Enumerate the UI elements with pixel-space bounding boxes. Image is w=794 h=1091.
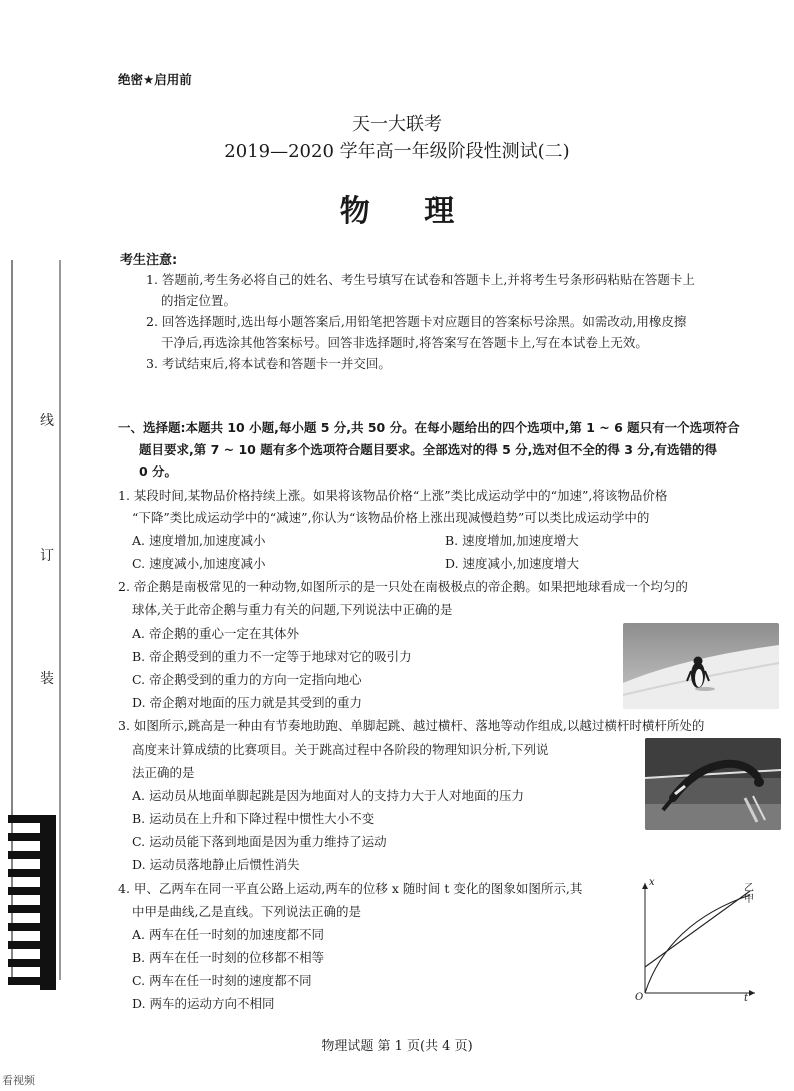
barcode-graphic bbox=[8, 815, 58, 990]
notice-line-5: 3. 考试结束后,将本试卷和答题卡一并交回。 bbox=[146, 356, 391, 371]
notice-line-1: 1. 答题前,考生务必将自己的姓名、考生号填写在试卷和答题卡上,并将考生号条形码粘贴在答题卡上 bbox=[146, 272, 695, 287]
barcode-strip bbox=[8, 815, 58, 990]
graph-origin-label: O bbox=[635, 992, 644, 1003]
highjump-image bbox=[645, 738, 781, 830]
graph-x-label: t bbox=[744, 993, 749, 1004]
q1-option-d: D. 速度减小,加速度增大 bbox=[445, 556, 579, 571]
exam-title: 2019—2020 学年高一年级阶段性测试(二) bbox=[224, 141, 570, 162]
q4-stem-2: 中甲是曲线,乙是直线。下列说法正确的是 bbox=[132, 904, 361, 919]
notice-title: 考生注意: bbox=[120, 253, 178, 268]
q3-option-a: A. 运动员从地面单脚起跳是因为地面对人的支持力大于人对地面的压力 bbox=[132, 788, 524, 803]
q2-stem-2: 球体,关于此帝企鹅与重力有关的问题,下列说法中正确的是 bbox=[132, 602, 453, 617]
org-title: 天一大联考 bbox=[352, 114, 442, 135]
q3-option-d: D. 运动员落地静止后惯性消失 bbox=[132, 857, 300, 872]
xt-graph bbox=[630, 875, 760, 1005]
q4-option-a: A. 两车在任一时刻的加速度都不同 bbox=[132, 927, 324, 942]
q3-option-b: B. 运动员在上升和下降过程中惯性大小不变 bbox=[132, 811, 375, 826]
binder-label-zhuang: 装 bbox=[40, 671, 54, 687]
binder-label-ding: 订 bbox=[40, 548, 54, 564]
q1-option-c: C. 速度减小,加速度减小 bbox=[132, 556, 266, 571]
highjump-photo bbox=[645, 738, 781, 830]
xt-graph-svg bbox=[630, 875, 760, 1005]
binder-label-line: 线 bbox=[40, 413, 54, 429]
q2-stem-1: 2. 帝企鹅是南极常见的一种动物,如图所示的是一只处在南极极点的帝企鹅。如果把地球看成一个均匀的 bbox=[118, 579, 688, 594]
q2-option-b: B. 帝企鹅受到的重力不一定等于地球对它的吸引力 bbox=[132, 649, 412, 664]
q1-stem-2: “下降”类比成运动学中的“减速”,你认为“该物品价格上涨出现减慢趋势”可以类比成运动学中的 bbox=[132, 510, 650, 525]
q3-stem-3: 法正确的是 bbox=[132, 765, 195, 780]
section-line-2: 题目要求,第 7 ~ 10 题有多个选项符合题目要求。全部选对的得 5 分,选对但不全的得 3 分,有选错的得 bbox=[139, 442, 718, 457]
q3-stem-2: 高度来计算成绩的比赛项目。关于跳高过程中各阶段的物理知识分析,下列说 bbox=[132, 742, 549, 757]
notice-line-4: 干净后,再选涂其他答案标号。回答非选择题时,将答案写在答题卡上,写在本试卷上无效。 bbox=[161, 335, 648, 350]
section-line-3: 0 分。 bbox=[139, 464, 178, 479]
graph-curve-jia-label: 甲 bbox=[744, 894, 754, 905]
q1-option-b: B. 速度增加,加速度增大 bbox=[445, 533, 579, 548]
penguin-photo bbox=[623, 623, 779, 709]
corner-label: 看视频 bbox=[2, 1074, 35, 1087]
q3-option-c: C. 运动员能下落到地面是因为重力维持了运动 bbox=[132, 834, 387, 849]
q4-option-b: B. 两车在任一时刻的位移都不相等 bbox=[132, 950, 325, 965]
notice-line-3: 2. 回答选择题时,选出每小题答案后,用铅笔把答题卡对应题目的答案标号涂黑。如需改动,用橡皮擦 bbox=[146, 314, 687, 329]
graph-curve-yi-label: 乙 bbox=[744, 883, 754, 894]
q1-stem-1: 1. 某段时间,某物品价格持续上涨。如果将该物品价格“上涨”类比成运动学中的“加速”,将该物品价格 bbox=[118, 488, 668, 503]
line-yi bbox=[645, 891, 750, 967]
notice-line-2: 的指定位置。 bbox=[161, 293, 237, 308]
q2-option-a: A. 帝企鹅的重心一定在其体外 bbox=[132, 626, 299, 641]
q3-stem-1: 3. 如图所示,跳高是一种由有节奏地助跑、单脚起跳、越过横杆、落地等动作组成,以越过横杆时横杆所处的 bbox=[118, 718, 705, 733]
q2-option-c: C. 帝企鹅受到的重力的方向一定指向地心 bbox=[132, 672, 362, 687]
subject-title: 物 理 bbox=[339, 194, 477, 229]
section-line-1: 一、选择题:本题共 10 小题,每小题 5 分,共 50 分。在每小题给出的四个选项中,第 1 ~ 6 题只有一个选项符合 bbox=[118, 420, 740, 435]
q4-option-d: D. 两车的运动方向不相同 bbox=[132, 996, 275, 1011]
curve-jia bbox=[645, 895, 750, 993]
q4-option-c: C. 两车在任一时刻的速度都不同 bbox=[132, 973, 312, 988]
secret-label: 绝密★启用前 bbox=[118, 72, 192, 87]
q1-option-a: A. 速度增加,加速度减小 bbox=[132, 533, 266, 548]
graph-y-label: x bbox=[649, 877, 655, 888]
penguin-image bbox=[623, 623, 779, 709]
page-footer: 物理试题 第 1 页(共 4 页) bbox=[321, 1039, 473, 1054]
q2-option-d: D. 帝企鹅对地面的压力就是其受到的重力 bbox=[132, 695, 363, 710]
q4-stem-1: 4. 甲、乙两车在同一平直公路上运动,两车的位移 x 随时间 t 变化的图象如图所示,其 bbox=[118, 881, 583, 896]
